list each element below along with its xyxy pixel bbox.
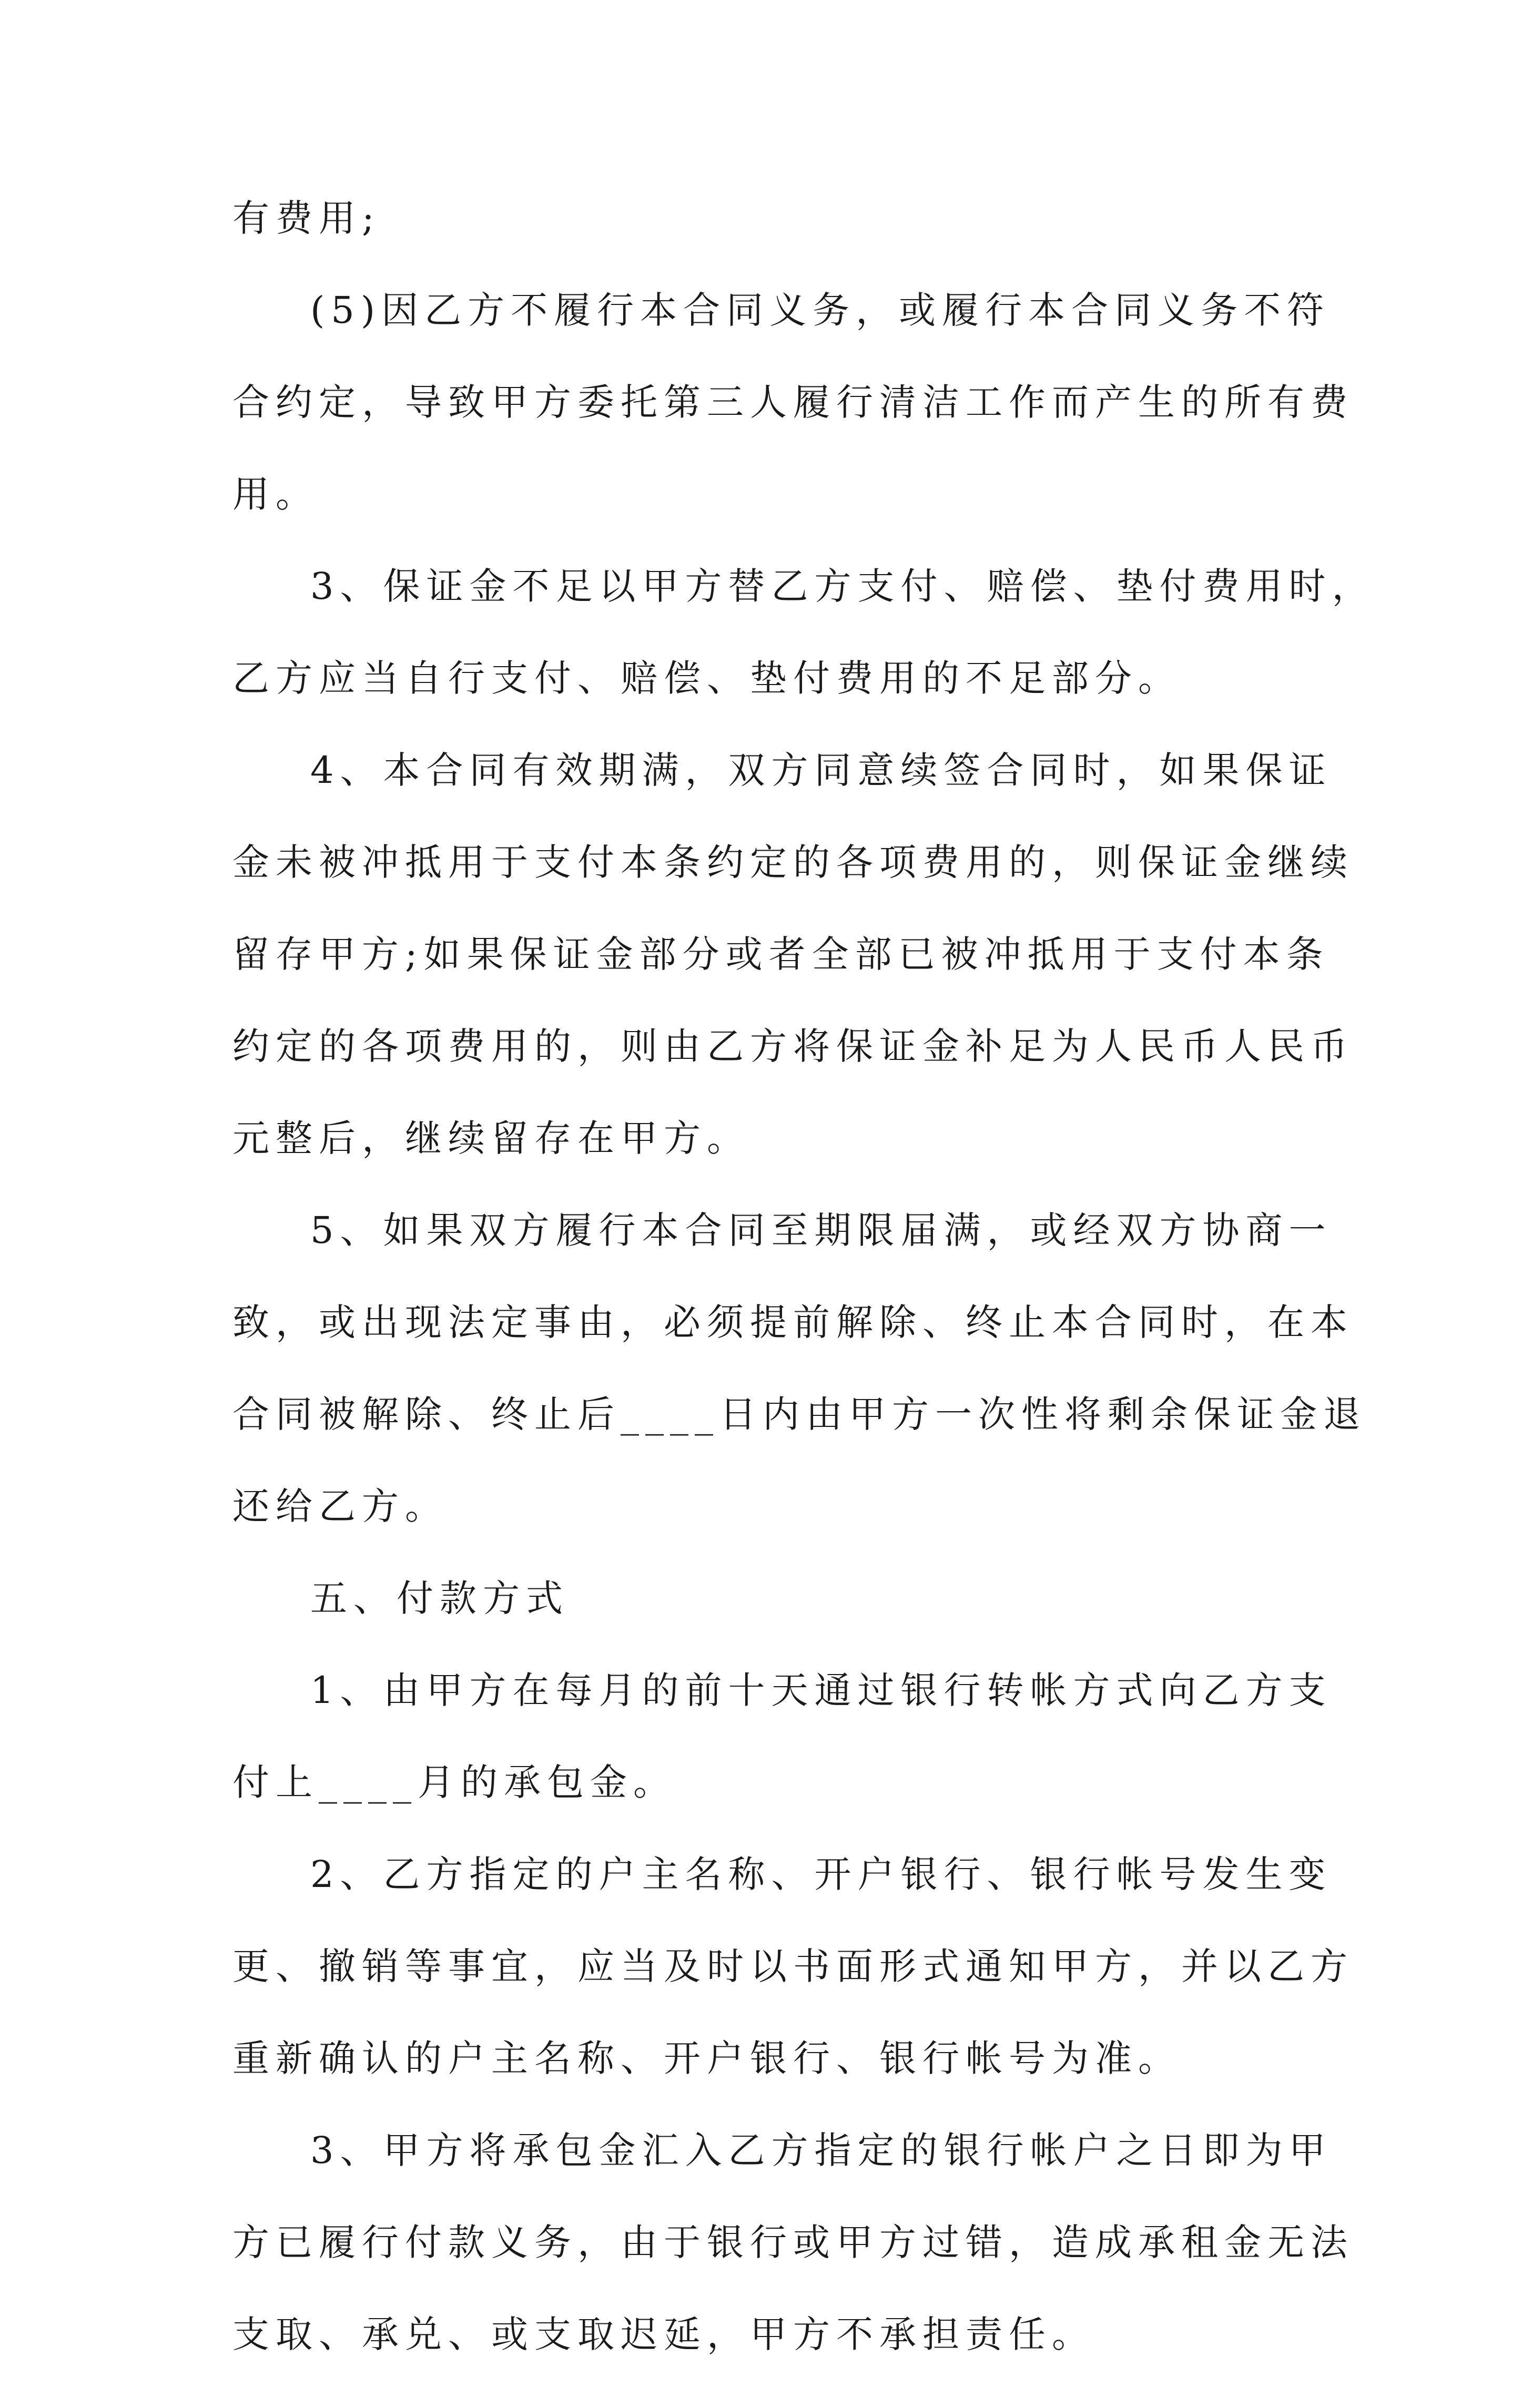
text-line: 元整后，继续留存在甲方。 [232,1117,750,1160]
text-line: 约定的各项费用的，则由乙方将保证金补足为人民币人民币 [232,1025,1354,1068]
text-line: 留存甲方;如果保证金部分或者全部已被冲抵用于支付本条 [232,933,1330,976]
text-line: 致，或出现法定事由，必须提前解除、终止本合同时，在本 [232,1301,1354,1344]
text-line: 重新确认的户主名称、开户银行、银行帐号为准。 [232,2037,1181,2080]
text-line: 2、乙方指定的户主名称、开户银行、银行帐号发生变 [310,1853,1332,1896]
section-heading: 五、付款方式 [310,1577,569,1620]
text-line: 3、甲方将承包金汇入乙方指定的银行帐户之日即为甲 [310,2129,1332,2172]
text-line: 金未被冲抵用于支付本条约定的各项费用的，则保证金继续 [232,841,1354,884]
text-line: 方已履行付款义务，由于银行或甲方过错，造成承租金无法 [232,2221,1354,2264]
text-line: (5)因乙方不履行本合同义务，或履行本合同义务不符 [310,289,1331,332]
text-line: 3、保证金不足以甲方替乙方支付、赔偿、垫付费用时， [310,565,1375,608]
document-body [232,197,1375,2408]
text-line: 更、撤销等事宜，应当及时以书面形式通知甲方，并以乙方 [232,1945,1354,1988]
text-line: 用。 [232,473,319,516]
text-line: 乙方应当自行支付、赔偿、垫付费用的不足部分。 [232,657,1181,700]
text-line: 1、由甲方在每月的前十天通过银行转帐方式向乙方支 [310,1669,1332,1712]
text-line: 有费用; [232,197,381,240]
text-line: 4、本合同有效期满，双方同意续签合同时，如果保证 [310,749,1332,792]
text-line: 合同被解除、终止后____日内由甲方一次性将剩余保证金退 [232,1393,1366,1436]
text-line: 支取、承兑、或支取迟延，甲方不承担责任。 [232,2313,1095,2356]
text-line: 还给乙方。 [232,1485,448,1528]
text-line: 合约定，导致甲方委托第三人履行清洁工作而产生的所有费 [232,381,1354,424]
text-line: 5、如果双方履行本合同至期限届满，或经双方协商一 [310,1209,1332,1252]
text-line: 付上____月的承包金。 [232,1761,676,1804]
